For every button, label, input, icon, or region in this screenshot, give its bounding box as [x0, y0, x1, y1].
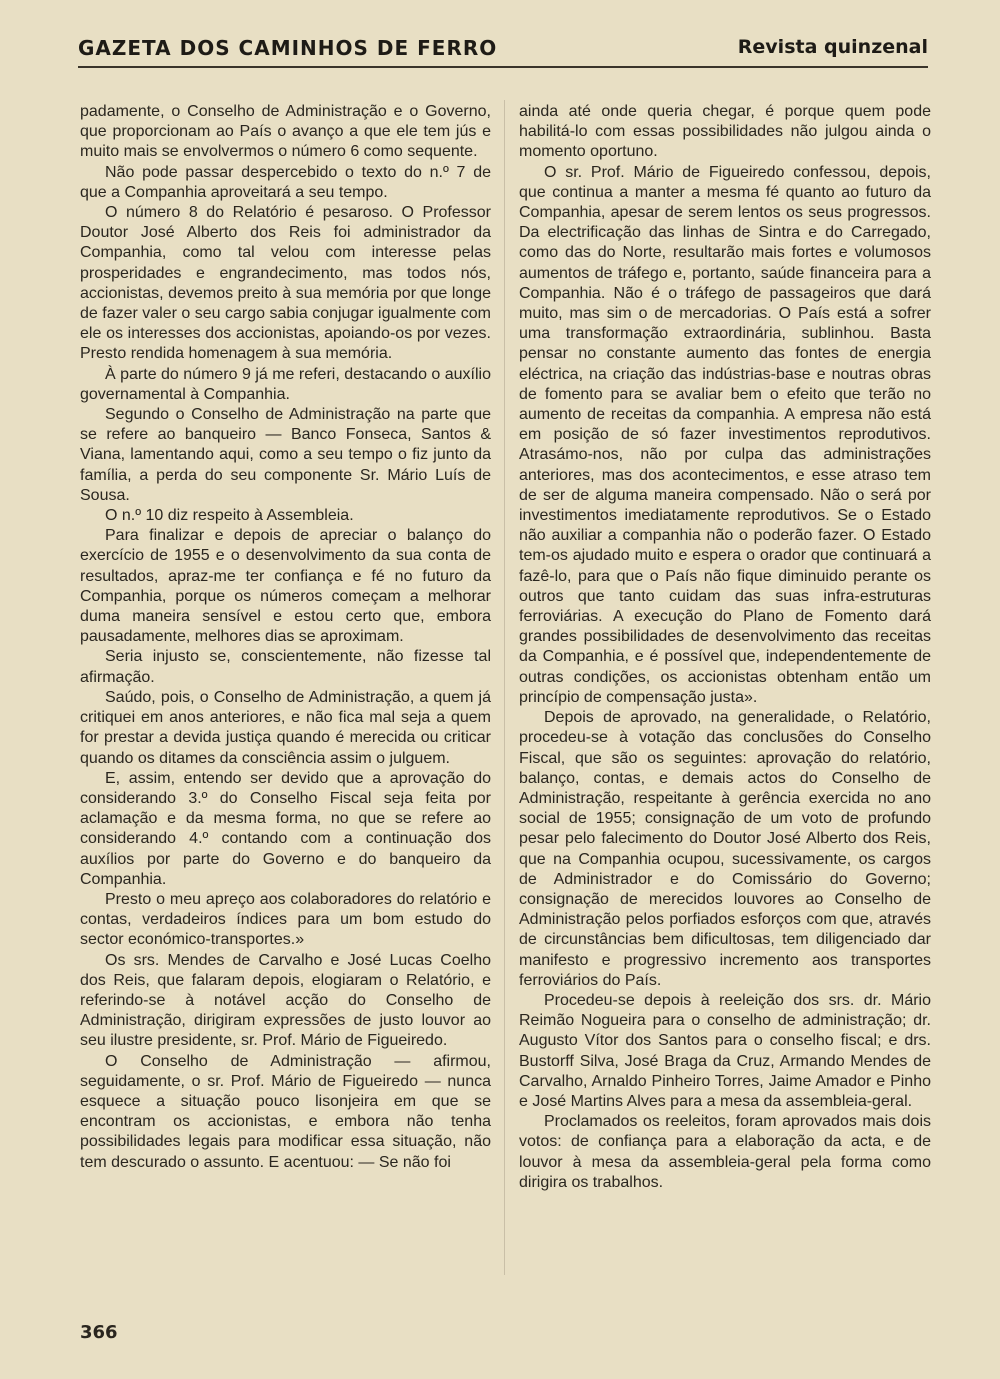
publication-title: GAZETA DOS CAMINHOS DE FERRO	[78, 36, 498, 60]
page-number: 366	[80, 1322, 118, 1343]
paragraph: Para finalizar e depois de apreciar o balanço do exercício de 1955 e o desenvolvimento da sua conta de resultados, apraz-me ter confiança e fé no futuro da Companhia, porque os números começam a melhorar duma maneira sensível e estou certo que, embora pausadamente, melhores dias se aproximam.	[80, 527, 491, 646]
paragraph: Segundo o Conselho de Administração na parte que se refere ao banqueiro — Banco Fonseca, Santos & Viana, lamentando aqui, como a seu tempo o fiz junto da família, a perda do seu componente Sr. Mário Luís de Sousa.	[80, 406, 491, 504]
paragraph: Procedeu-se depois à reeleição dos srs. dr. Mário Reimão Nogueira para o conselho de administração; dr. Augusto Vítor dos Santos para o conselho fiscal; e drs. Bustorff Silva, José Braga da Cruz, Armando Mendes de Carvalho, Arnaldo Pinheiro Torres, Jaime Amador e Pinho e José Martins Alves para a mesa da assembleia-geral.	[519, 991, 931, 1110]
right-column	[519, 102, 931, 1193]
paragraph: O Conselho de Administração — afirmou, seguidamente, o sr. Prof. Mário de Figueiredo — nunca esquece a situação pouco lisonjeira em que se encontram os accionistas, e embora não tenha possibilidades legais para modificar essa situação, não tem descurado o assunto. E acentuou: — Se não foi	[80, 1052, 491, 1171]
paragraph: E, assim, entendo ser devido que a aprovação do considerando 3.º do Conselho Fiscal seja feita por aclamação e da mesma forma, no que se refere ao considerando 4.º contando com a continuação dos auxílios por parte do Governo e do banqueiro da Companhia.	[80, 769, 491, 888]
paragraph: À parte do número 9 já me referi, destacando o auxílio governamental à Companhia.	[80, 365, 491, 403]
header-rule	[78, 66, 928, 68]
paragraph: padamente, o Conselho de Administração e o Governo, que proporcionam ao País o avanço a que ele tem jús e muito mais se envolvermos o número 6 como sequente.	[80, 103, 491, 161]
paragraph: Não pode passar despercebido o texto do n.º 7 de que a Companhia aproveitará a seu tempo.	[80, 163, 491, 201]
paragraph: O n.º 10 diz respeito à Assembleia.	[105, 507, 354, 525]
publication-subtitle: Revista quinzenal	[737, 36, 928, 58]
page-header	[78, 36, 928, 76]
paragraph: O sr. Prof. Mário de Figueiredo confessou, depois, que continua a manter a mesma fé quanto ao futuro da Companhia, apesar de serem lentos os seus progressos. Da electrificação das linhas de Sintra e do Carregado, como das do Norte, resultarão mais fortes e volumosos aumentos de tráfego e, portanto, saúde financeira para a Companhia. Não é o tráfego de passageiros que dará muito, mas sim o de mercadorias. O País está a sofrer uma transformação extraordinária, sublinhou. Basta pensar no constante aumento das fontes de energia eléctrica, na criação das indústrias-base e noutras obras de fomento para se avaliar bem o efeito que terão no aumento de receitas da companhia. A empresa não está em posição de só fazer investimentos reprodutivos. Atrasámo-nos, não por culpa das administrações anteriores, mas dos acontecimentos, e esse atraso tem de ser de alguma maneira compensado. Não o será por investimentos imediatamente reprodutivos. Se o Estado não auxiliar a companhia não o poderão fazer. O Estado tem-os ajudado muito e espera o orador que continuará a fazê-lo, para que o País não fique diminuido perante os outros que tanto cuidam das suas infra-estruturas ferroviárias. A execução do Plano de Fomento dará grandes possibilidades de desenvolvimento das receitas da Companhia, e é possível que, independentemente de outras condições, os accionistas obtenham então um princípio de compensação justa».	[519, 163, 931, 706]
paragraph: ainda até onde queria chegar, é porque quem pode habilitá-lo com essas possibilidades não julgou ainda o momento oportuno.	[519, 103, 931, 161]
paragraph: Saúdo, pois, o Conselho de Administração, a quem já critiquei em anos anteriores, e não fica mal seja a quem for prestar a devida justiça quando é merecida ou criticar quando os ditames da consciência assim o julguem.	[80, 688, 491, 767]
paragraph: Proclamados os reeleitos, foram aprovados mais dois votos: de confiança para a elaboração da acta, e de louvor à mesa da assembleia-geral pela forma como dirigira os trabalhos.	[519, 1113, 931, 1191]
paragraph: Presto o meu apreço aos colaboradores do relatório e contas, verdadeiros índices para um bom estudo do sector económico-transportes.»	[80, 890, 491, 949]
paragraph: Seria injusto se, conscientemente, não fizesse tal afirmação.	[80, 648, 491, 686]
paragraph: Depois de aprovado, na generalidade, o Relatório, procedeu-se à votação das conclusões do Conselho Fiscal, que são os seguintes: aprovação do relatório, balanço, contas, e demais actos do Conselho de Administração, respeitante à gerência exercida no ano social de 1955; consignação de um voto de profundo pesar pelo falecimento do Doutor José Alberto dos Reis, que na Companhia ocupou, sucessivamente, os cargos de Administrador e do Comissário do Governo; consignação de merecidos louvores ao Conselho de Administração pelos porfiados esforços com que, através de circunstâncias bem dificultosas, tem diligenciado dar manifesto e progressivo incremento aos transportes ferroviários do País.	[519, 709, 931, 989]
paragraph: Os srs. Mendes de Carvalho e José Lucas Coelho dos Reis, que falaram depois, elogiaram o Relatório, e referindo-se à notável acção do Conselho de Administração, dirigiram expressões de justo louvor ao seu ilustre presidente, sr. Prof. Mário de Figueiredo.	[80, 951, 491, 1050]
paragraph: O número 8 do Relatório é pesaroso. O Professor Doutor José Alberto dos Reis foi administrador da Companhia, como tal velou com interesse pelas prosperidades e engrandecimento, mas todos nós, accionistas, devemos preito à sua memória por que longe de fazer valer o seu cargo sabia conjugar igualmente com ele os interesses dos accionistas, apoiando-os por vezes. Presto rendida homenagem à sua memória.	[80, 204, 491, 363]
column-gutter	[504, 100, 505, 1275]
left-column	[80, 102, 491, 1173]
